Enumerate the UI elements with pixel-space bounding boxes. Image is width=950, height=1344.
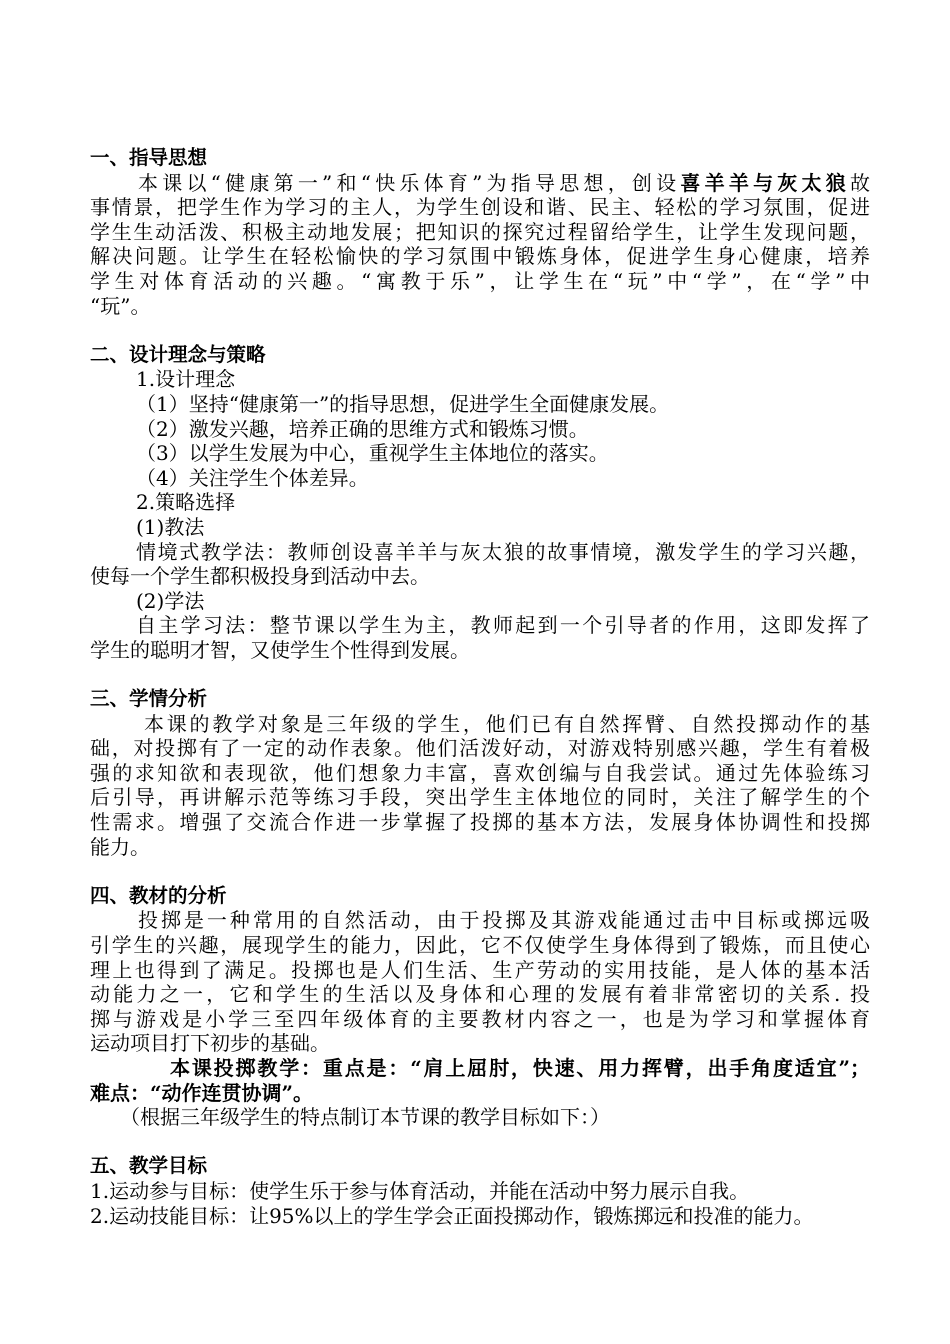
list-item: （1）坚持“健康第一”的指导思想，促进学生全面健康发展。 — [136, 391, 670, 416]
paragraph-line: 事情景，把学生作为学习的主人，为学生创设和谐、民主、轻松的学习氛围，促进 — [90, 195, 870, 220]
paragraph-line: 投掷是一种常用的自然活动，由于投掷及其游戏能通过击中目标或掷远吸 — [138, 908, 870, 933]
list-item: （4）关注学生个体差异。 — [136, 465, 369, 490]
paragraph-line: “玩”。 — [90, 293, 151, 318]
paragraph-line: 学生生动活泼、积极主动地发展；把知识的探究过程留给学生，让学生发现问题， — [90, 219, 870, 244]
paragraph-line: 动能力之一，它和学生的生活以及身体和心理的发展有着非常密切的关系. 投 — [90, 982, 870, 1007]
section-heading-material-analysis: 四、教材的分析 — [90, 883, 227, 907]
blank-line — [90, 318, 870, 343]
list-item: （2）激发兴趣，培养正确的思维方式和锻炼习惯。 — [136, 416, 589, 441]
subheading: (2)学法 — [136, 588, 205, 613]
paragraph-line: 学生的聪明才智，又使学生个性得到发展。 — [90, 637, 470, 662]
paragraph-line: 使每一个学生都积极投身到活动中去。 — [90, 564, 430, 589]
paragraph-line: 能力。 — [90, 834, 150, 859]
subheading: 2.策略选择 — [136, 490, 236, 515]
paragraph-line: 引学生的兴趣，展现学生的能力，因此，它不仅使学生身体得到了锻炼，而且使心 — [90, 933, 870, 957]
list-item: 1.运动参与目标：使学生乐于参与体育活动，并能在活动中努力展示自我。 — [90, 1178, 750, 1203]
blank-line — [90, 859, 870, 884]
paragraph-line — [90, 171, 870, 196]
text-run: 故 — [850, 170, 870, 195]
blank-line — [90, 1130, 870, 1155]
subheading: 1.设计理念 — [136, 367, 236, 392]
subheading: (1)教法 — [136, 514, 205, 539]
bold-text-run: 喜羊羊与灰太狼 — [680, 170, 850, 195]
text-run: 本课以“健康第一”和“快乐体育”为指导思想，创设 — [138, 170, 681, 195]
list-item: 2.运动技能目标：让95%以上的学生学会正面投掷动作，锻炼掷远和投准的能力。 — [90, 1203, 814, 1228]
paragraph-line: 础，对投掷有了一定的动作表象。他们活泼好动，对游戏特别感兴趣，学生有着极 — [90, 736, 870, 761]
blank-line — [90, 662, 870, 687]
key-points-line: 本课投掷教学：重点是：“肩上屈肘，快速、用力挥臂，出手角度适宜”； — [170, 1055, 870, 1080]
list-item: （3）以学生发展为中心，重视学生主体地位的落实。 — [136, 441, 609, 466]
paragraph-line: 情境式教学法：教师创设喜羊羊与灰太狼的故事情境，激发学生的学习兴趣， — [136, 539, 870, 564]
paragraph-line: 性需求。增强了交流合作进一步掌握了投掷的基本方法，发展身体协调性和投掷 — [90, 810, 870, 835]
section-heading-teaching-goals: 五、教学目标 — [90, 1154, 208, 1178]
paragraph-line: 后引导，再讲解示范等练习手段，突出学生主体地位的同时，关注了解学生的个 — [90, 785, 870, 810]
paragraph-line: 理上也得到了满足。投掷也是人们生活、生产劳动的实用技能，是人体的基本活 — [90, 957, 870, 982]
difficulty-line: 难点：“动作连贯协调”。 — [90, 1080, 314, 1105]
paragraph-line: 掷与游戏是小学三至四年级体育的主要教材内容之一，也是为学习和掌握体育 — [90, 1006, 870, 1031]
section-heading-guiding-idea: 一、指导思想 — [90, 146, 208, 169]
paragraph-line: 运动项目打下初步的基础。 — [90, 1031, 330, 1056]
paragraph-line: 强的求知欲和表现欲，他们想象力丰富，喜欢创编与自我尝试。通过先体验练习 — [90, 760, 870, 785]
section-heading-design-strategy: 二、设计理念与策略 — [90, 342, 266, 366]
paragraph-line: 本课的教学对象是三年级的学生，他们已有自然挥臂、自然投掷动作的基 — [144, 711, 870, 736]
paragraph-line: 学生对体育活动的兴趣。“寓教于乐”，让学生在“玩”中“学”，在“学”中 — [90, 268, 870, 293]
document-body — [90, 146, 870, 1228]
paragraph-line: （根据三年级学生的特点制订本节课的教学目标如下：） — [120, 1105, 610, 1130]
section-heading-learner-analysis: 三、学情分析 — [90, 687, 208, 711]
paragraph-line: 自主学习法：整节课以学生为主，教师起到一个引导者的作用，这即发挥了 — [136, 613, 870, 638]
paragraph-line: 解决问题。让学生在轻松愉快的学习氛围中锻炼身体，促进学生身心健康，培养 — [90, 244, 870, 269]
